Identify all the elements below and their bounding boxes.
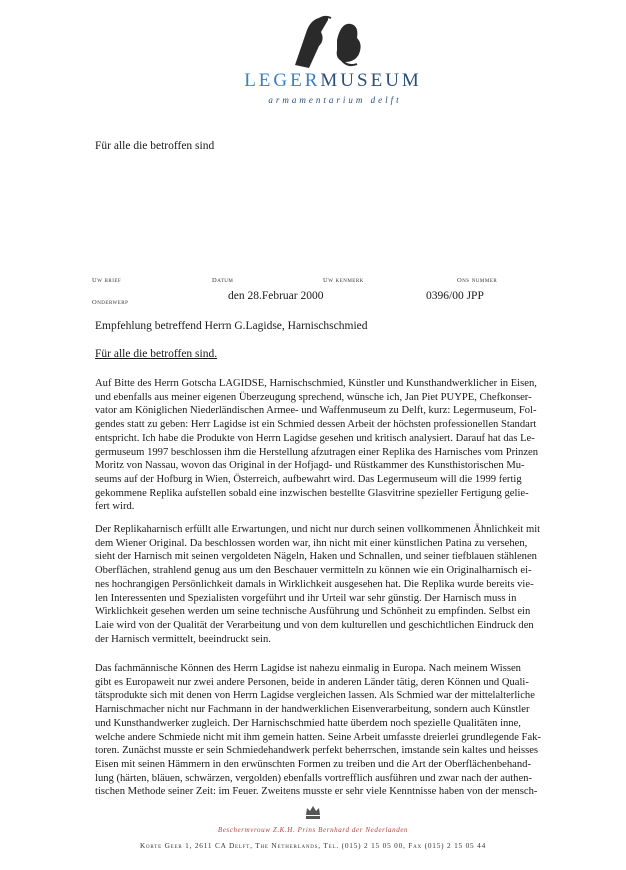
paragraph-line: gendes statt zu geben: Herr Lagidse ist ein Schmied dessen Arbeit der höchsten professionellen Standart: [95, 419, 537, 431]
letterhead-logo: [230, 10, 430, 105]
paragraph-line: fert wird.: [95, 501, 135, 513]
ref-label-datum: Datum: [212, 277, 234, 284]
ref-label-onderwerp: Onderwerp: [92, 299, 129, 306]
brand-right: MUSEUM: [320, 70, 422, 91]
letter-number: 0396/00 JPP: [426, 290, 484, 302]
royal-crown-crest-icon: [303, 802, 323, 822]
paragraph-line: Auf Bitte des Herrn Gotscha LAGIDSE, Harnischschmied, Künstler und Kunsthandwerklicher in Eisen,: [95, 378, 537, 389]
paragraph-line: gekommene Replika aufstellen sobald eine inzwischen bestellte Glasvitrine spezieller Fertigung gelie-: [95, 487, 529, 499]
paragraph-line: vator am Königlichen Niederländischen Armee- und Waffenmuseum zu Delft, kurz: Legermuseum, Fol-: [95, 405, 537, 417]
paragraph-line: entspricht. Ich habe die Produkte von Herrn Lagidse gesehen und kritisch analysiert. Darauf hat das Le-: [95, 432, 535, 444]
brand-name: [238, 70, 428, 92]
paragraph-line: Das fachmännische Können des Herrn Lagidse ist nahezu einmalig in Europa. Nach meinem Wissen: [95, 663, 521, 674]
paragraph-line: gibt es Europaweit nur zwei andere Personen, beide in anderen Länder tätig, deren Können und Quali-: [95, 676, 529, 688]
paragraph-line: Moritz von Nassau, wovon das Original in der Hofjagd- und Rüstkammer des Kunsthistorischen Mu-: [95, 460, 525, 472]
brand-subtitle: armamentarium delft: [268, 95, 402, 105]
paragraph-2: [95, 523, 568, 646]
ref-label-uw-kenmerk: Uw kenmerk: [323, 277, 364, 284]
ref-label-uw-brief: Uw brief: [92, 277, 122, 284]
footer-patron: Beschermvrouw Z.K.H. Prins Bernhard der Nederlanden: [217, 826, 409, 834]
ref-label-ons-nummer: Ons nummer: [457, 277, 498, 284]
paragraph-line: der Harnisch vermittelt, beeindruckt sein.: [95, 633, 271, 645]
paragraph-line: Harnischmacher nicht nur Fachmann in der handwerklichen Eisenverarbeitung, sondern auch Künstler: [95, 704, 530, 716]
brand-left: LEGER: [244, 70, 321, 91]
letter-subject: Empfehlung betreffend Herrn G.Lagidse, Harnischschmied: [95, 320, 368, 332]
paragraph-line: und ebenfalls aus meiner eigenen Überzeugung sprechend, wünsche ich, Jan Piet PUYPE, Chefkonser-: [95, 391, 532, 403]
paragraph-line: Wirklichkeit gesehen werden um seine technische Ausführung und Schönheit zu empfinden. Selbst ein: [95, 606, 531, 618]
addressee: Für alle die betroffen sind: [95, 140, 215, 152]
paragraph-line: dem Wiener Original. Da beschlossen worden war, ihn nicht mit einer künstlichen Patina zu versehen,: [95, 537, 528, 549]
paragraph-line: Eisen mit seinen Hämmern in den erwünschten Formen zu treiben und die Art der Oberflächenbehand-: [95, 758, 531, 770]
paragraph-line: welche andere Schmiede nicht mit ihm gemein hatten. Seine Arbeit umfasste dreierlei grundlegende Fak-: [95, 731, 541, 743]
paragraph-line: lung (härten, bläuen, schwärzen, vergolden) ebenfalls vortrefflich ausführen und zwar nach der authen-: [95, 772, 533, 784]
paragraph-3: [95, 662, 568, 799]
paragraph-line: nes hochrangigen Persönlichkeit damals in Wirklichkeit ausgesehen hat. Die Replika wurde bereits vie-: [95, 578, 534, 590]
paragraph-line: sieht der Harnisch mit seinen vergoldeten Nägeln, Haken und Schnallen, und seiner tiefblauen stählenen: [95, 551, 537, 563]
paragraph-line: Laie wird von der Qualität der Verarbeitung und von dem kulturellen und geschichtlichen Eindruck den: [95, 619, 534, 631]
paragraph-line: Oberflächen, strahlend genug aus um den Beschauer vermitteln zu können wie ein Originalharnisch ei-: [95, 565, 532, 577]
paragraph-line: tischen Methode seiner Zeit: im Feuer. Zweitens musste er sehr viele Kenntnisse haben von der mensch-: [95, 786, 538, 798]
paragraph-1: [95, 377, 568, 514]
paragraph-line: seums auf der Hofburg in Wien, Österreich, aufbewahrt wird. Das Legermuseum will die 1999 fertig: [95, 473, 522, 485]
footer-address: Korte Geer 1, 2611 CA Delft, The Netherlands, Tel. (015) 2 15 05 00, Fax (015) 2 15 05 44: [139, 841, 487, 850]
paragraph-line: len Interessenten und Spezialisten vorgeführt und ihr Urteil war sehr günstig. Der Harnisch muss in: [95, 592, 517, 604]
salutation: Für alle die betroffen sind.: [95, 348, 218, 360]
paragraph-line: germuseum 1997 beschlossen ihm die Herstellung afzutragen einer Replika des Harnisches vom Prinzen: [95, 446, 539, 458]
paragraph-line: toren. Zunächst musste er sein Schmiedehandwerk perfekt beherrschen, imstande sein kaltes und heisses: [95, 745, 539, 757]
statue-sculpture-icon: [285, 10, 375, 72]
paragraph-line: und Kunsthandwerker zugleich. Der Harnischschmied hatte überdem noch spezielle Qualitäten inne,: [95, 717, 521, 729]
paragraph-line: Der Replikaharnisch erfüllt alle Erwartungen, und nicht nur durch seinen vollkommenen Ähnlichkeit mit: [95, 524, 541, 535]
paragraph-line: tätsprodukte sich mit denen von Herrn Lagidse vergleichen lassen. Als Schmied war der mittelalterliche: [95, 690, 535, 702]
letter-date: den 28.Februar 2000: [228, 290, 324, 302]
